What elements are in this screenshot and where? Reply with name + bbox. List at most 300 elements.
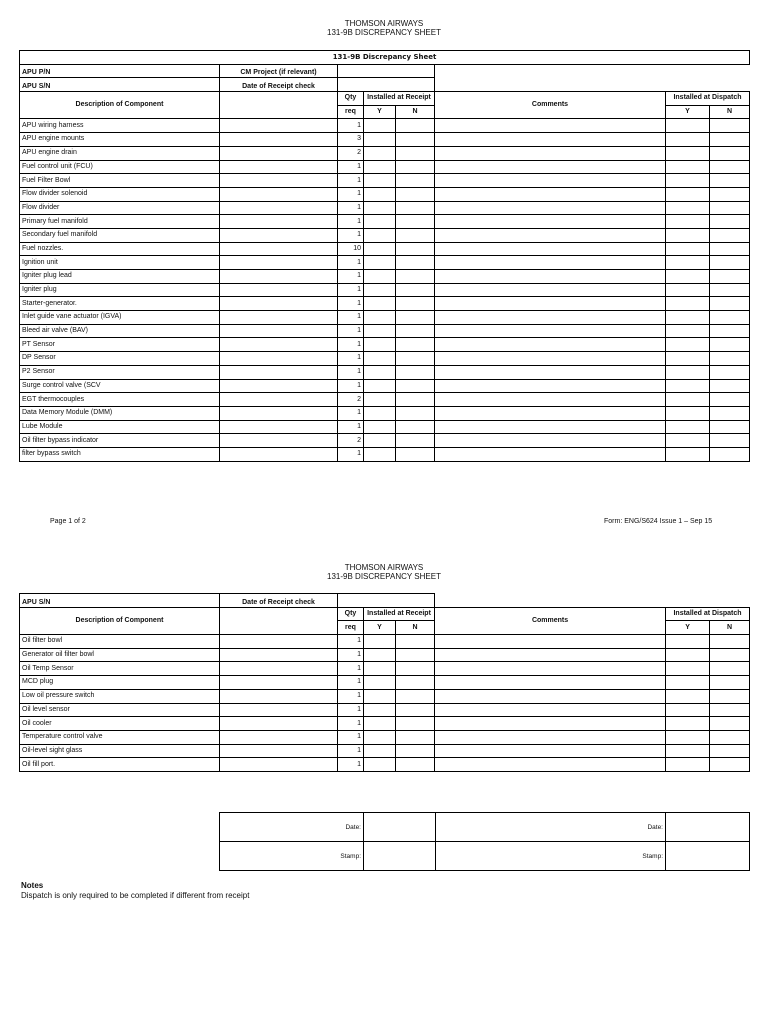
dispatch-no-cell[interactable] (710, 393, 750, 407)
table-row (20, 689, 750, 703)
comments-cell[interactable] (435, 133, 666, 147)
component-extra-cell[interactable] (220, 447, 338, 461)
receipt-yes-cell[interactable] (364, 146, 396, 160)
dispatch-no-cell[interactable] (710, 146, 750, 160)
receipt-yes-cell[interactable] (364, 215, 396, 229)
component-extra-cell[interactable] (220, 352, 338, 366)
receipt-no-cell[interactable] (396, 676, 435, 690)
col-description-header-p2: Description of Component (20, 607, 220, 634)
col-dispatch-y-header-p2: Y (666, 621, 710, 635)
receipt-check-field-p2[interactable] (338, 594, 435, 608)
dispatch-no-cell[interactable] (710, 283, 750, 297)
header-blank (435, 64, 750, 91)
comments-cell[interactable] (435, 201, 666, 215)
receipt-date-label: Date: (220, 813, 364, 842)
dispatch-no-cell[interactable] (710, 311, 750, 325)
dispatch-yes-cell[interactable] (666, 393, 710, 407)
comments-cell[interactable] (435, 324, 666, 338)
receipt-no-cell[interactable] (396, 215, 435, 229)
receipt-yes-cell[interactable] (364, 311, 396, 325)
component-extra-cell[interactable] (220, 324, 338, 338)
table-row (20, 434, 750, 448)
dispatch-no-cell[interactable] (710, 730, 750, 744)
comments-cell[interactable] (435, 758, 666, 772)
table-row (20, 297, 750, 311)
receipt-no-cell[interactable] (396, 420, 435, 434)
col-receipt-n-header-p2: N (396, 621, 435, 635)
qty-required: 1 (338, 744, 364, 758)
dispatch-yes-cell[interactable] (666, 676, 710, 690)
receipt-no-cell[interactable] (396, 174, 435, 188)
dispatch-yes-cell[interactable] (666, 297, 710, 311)
dispatch-yes-cell[interactable] (666, 703, 710, 717)
dispatch-yes-cell[interactable] (666, 283, 710, 297)
component-extra-cell[interactable] (220, 270, 338, 284)
component-extra-cell[interactable] (220, 689, 338, 703)
comments-cell[interactable] (435, 393, 666, 407)
receipt-no-cell[interactable] (396, 324, 435, 338)
dispatch-yes-cell[interactable] (666, 744, 710, 758)
dispatch-no-cell[interactable] (710, 379, 750, 393)
receipt-no-cell[interactable] (396, 730, 435, 744)
dispatch-no-cell[interactable] (710, 242, 750, 256)
dispatch-no-cell[interactable] (710, 420, 750, 434)
col-comments-header: Comments (435, 92, 666, 119)
comments-cell[interactable] (435, 406, 666, 420)
qty-required: 1 (338, 758, 364, 772)
component-name: Primary fuel manifold (20, 215, 220, 229)
component-extra-cell[interactable] (220, 338, 338, 352)
table-row (20, 703, 750, 717)
dispatch-date-label: Date: (436, 813, 666, 842)
component-extra-cell[interactable] (220, 174, 338, 188)
dispatch-no-cell[interactable] (710, 215, 750, 229)
component-extra-cell[interactable] (220, 215, 338, 229)
receipt-yes-cell[interactable] (364, 256, 396, 270)
dispatch-yes-cell[interactable] (666, 160, 710, 174)
dispatch-date-field[interactable] (666, 813, 750, 842)
receipt-no-cell[interactable] (396, 270, 435, 284)
component-name: Data Memory Module (DMM) (20, 406, 220, 420)
comments-cell[interactable] (435, 365, 666, 379)
component-extra-cell[interactable] (220, 311, 338, 325)
component-name: APU wiring harness (20, 119, 220, 133)
comments-cell[interactable] (435, 338, 666, 352)
component-extra-cell[interactable] (220, 160, 338, 174)
dispatch-no-cell[interactable] (710, 434, 750, 448)
receipt-yes-cell[interactable] (364, 160, 396, 174)
comments-cell[interactable] (435, 119, 666, 133)
component-extra-cell[interactable] (220, 717, 338, 731)
receipt-yes-cell[interactable] (364, 648, 396, 662)
component-name: Oil level sensor (20, 703, 220, 717)
qty-required: 1 (338, 297, 364, 311)
dispatch-yes-cell[interactable] (666, 406, 710, 420)
receipt-no-cell[interactable] (396, 228, 435, 242)
comments-cell[interactable] (435, 174, 666, 188)
dispatch-no-cell[interactable] (710, 160, 750, 174)
col-description-header: Description of Component (20, 92, 220, 119)
comments-cell[interactable] (435, 744, 666, 758)
component-extra-cell[interactable] (220, 662, 338, 676)
receipt-no-cell[interactable] (396, 201, 435, 215)
comments-cell[interactable] (435, 297, 666, 311)
receipt-no-cell[interactable] (396, 434, 435, 448)
receipt-yes-cell[interactable] (364, 434, 396, 448)
qty-required: 1 (338, 379, 364, 393)
signoff-table (219, 812, 750, 871)
dispatch-no-cell[interactable] (710, 635, 750, 649)
qty-required: 1 (338, 420, 364, 434)
qty-required: 1 (338, 406, 364, 420)
discrepancy-table-page1 (19, 50, 750, 462)
component-extra-cell[interactable] (220, 228, 338, 242)
dispatch-no-cell[interactable] (710, 119, 750, 133)
receipt-no-cell[interactable] (396, 744, 435, 758)
dispatch-yes-cell[interactable] (666, 174, 710, 188)
component-name: Oil Temp Sensor (20, 662, 220, 676)
component-extra-cell[interactable] (220, 730, 338, 744)
dispatch-no-cell[interactable] (710, 338, 750, 352)
component-name: Flow divider solenoid (20, 187, 220, 201)
dispatch-yes-cell[interactable] (666, 311, 710, 325)
dispatch-no-cell[interactable] (710, 662, 750, 676)
receipt-yes-cell[interactable] (364, 174, 396, 188)
qty-required: 1 (338, 703, 364, 717)
receipt-check-label-p2: Date of Receipt check (220, 594, 338, 608)
receipt-yes-cell[interactable] (364, 730, 396, 744)
apu-sn-label-p2: APU S/N (20, 594, 220, 608)
header-blank-p2 (435, 594, 750, 608)
comments-cell[interactable] (435, 676, 666, 690)
notes-section (21, 881, 249, 901)
dispatch-yes-cell[interactable] (666, 270, 710, 284)
dispatch-yes-cell[interactable] (666, 758, 710, 772)
dispatch-yes-cell[interactable] (666, 324, 710, 338)
receipt-no-cell[interactable] (396, 393, 435, 407)
dispatch-stamp-label: Stamp: (436, 842, 666, 871)
receipt-no-cell[interactable] (396, 256, 435, 270)
comments-cell[interactable] (435, 635, 666, 649)
dispatch-no-cell[interactable] (710, 447, 750, 461)
table-row (20, 201, 750, 215)
receipt-yes-cell[interactable] (364, 744, 396, 758)
dispatch-yes-cell[interactable] (666, 228, 710, 242)
table-row (20, 242, 750, 256)
dispatch-no-cell[interactable] (710, 406, 750, 420)
receipt-check-field[interactable] (338, 78, 435, 92)
table-row (20, 187, 750, 201)
qty-required: 1 (338, 717, 364, 731)
dispatch-yes-cell[interactable] (666, 119, 710, 133)
dispatch-yes-cell[interactable] (666, 256, 710, 270)
component-name: Fuel control unit (FCU) (20, 160, 220, 174)
qty-required: 1 (338, 174, 364, 188)
component-extra-cell[interactable] (220, 283, 338, 297)
receipt-yes-cell[interactable] (364, 635, 396, 649)
dispatch-no-cell[interactable] (710, 201, 750, 215)
component-extra-cell[interactable] (220, 242, 338, 256)
qty-required: 1 (338, 352, 364, 366)
table-row (20, 311, 750, 325)
col-qty-header: Qty (338, 92, 364, 106)
comments-cell[interactable] (435, 730, 666, 744)
dispatch-no-cell[interactable] (710, 297, 750, 311)
comments-cell[interactable] (435, 447, 666, 461)
table-row (20, 758, 750, 772)
sheet-title: 131-9B Discrepancy Sheet (20, 51, 750, 65)
qty-required: 1 (338, 730, 364, 744)
dispatch-no-cell[interactable] (710, 717, 750, 731)
receipt-yes-cell[interactable] (364, 365, 396, 379)
dispatch-no-cell[interactable] (710, 648, 750, 662)
dispatch-no-cell[interactable] (710, 270, 750, 284)
receipt-yes-cell[interactable] (364, 133, 396, 147)
receipt-no-cell[interactable] (396, 758, 435, 772)
receipt-no-cell[interactable] (396, 242, 435, 256)
table-row (20, 406, 750, 420)
dispatch-yes-cell[interactable] (666, 434, 710, 448)
col-dispatch-n-header: N (710, 105, 750, 119)
receipt-no-cell[interactable] (396, 119, 435, 133)
dispatch-yes-cell[interactable] (666, 242, 710, 256)
dispatch-no-cell[interactable] (710, 174, 750, 188)
col-qty-header-p2: Qty (338, 607, 364, 621)
dispatch-yes-cell[interactable] (666, 146, 710, 160)
comments-cell[interactable] (435, 311, 666, 325)
comments-cell[interactable] (435, 717, 666, 731)
comments-cell[interactable] (435, 434, 666, 448)
receipt-yes-cell[interactable] (364, 338, 396, 352)
dispatch-yes-cell[interactable] (666, 730, 710, 744)
component-extra-cell[interactable] (220, 635, 338, 649)
receipt-no-cell[interactable] (396, 406, 435, 420)
comments-cell[interactable] (435, 146, 666, 160)
dispatch-yes-cell[interactable] (666, 689, 710, 703)
receipt-yes-cell[interactable] (364, 447, 396, 461)
table-row (20, 393, 750, 407)
receipt-no-cell[interactable] (396, 352, 435, 366)
dispatch-no-cell[interactable] (710, 744, 750, 758)
receipt-no-cell[interactable] (396, 146, 435, 160)
dispatch-yes-cell[interactable] (666, 352, 710, 366)
comments-cell[interactable] (435, 160, 666, 174)
receipt-yes-cell[interactable] (364, 393, 396, 407)
dispatch-yes-cell[interactable] (666, 338, 710, 352)
receipt-yes-cell[interactable] (364, 201, 396, 215)
component-extra-cell[interactable] (220, 648, 338, 662)
component-extra-cell[interactable] (220, 379, 338, 393)
comments-cell[interactable] (435, 352, 666, 366)
dispatch-no-cell[interactable] (710, 758, 750, 772)
component-name: Oil filter bypass indicator (20, 434, 220, 448)
component-extra-cell[interactable] (220, 133, 338, 147)
receipt-no-cell[interactable] (396, 703, 435, 717)
receipt-date-field[interactable] (364, 813, 436, 842)
comments-cell[interactable] (435, 420, 666, 434)
component-extra-cell[interactable] (220, 758, 338, 772)
receipt-yes-cell[interactable] (364, 297, 396, 311)
dispatch-yes-cell[interactable] (666, 420, 710, 434)
comments-cell[interactable] (435, 283, 666, 297)
notes-title: Notes (21, 881, 44, 890)
dispatch-stamp-field[interactable] (666, 842, 750, 871)
receipt-yes-cell[interactable] (364, 703, 396, 717)
qty-required: 1 (338, 201, 364, 215)
component-extra-cell[interactable] (220, 703, 338, 717)
dispatch-no-cell[interactable] (710, 703, 750, 717)
qty-required: 10 (338, 242, 364, 256)
receipt-yes-cell[interactable] (364, 758, 396, 772)
component-name: Oil cooler (20, 717, 220, 731)
receipt-yes-cell[interactable] (364, 717, 396, 731)
dispatch-yes-cell[interactable] (666, 662, 710, 676)
table-row (20, 676, 750, 690)
receipt-no-cell[interactable] (396, 648, 435, 662)
receipt-no-cell[interactable] (396, 160, 435, 174)
dispatch-yes-cell[interactable] (666, 717, 710, 731)
component-extra-cell[interactable] (220, 297, 338, 311)
comments-cell[interactable] (435, 662, 666, 676)
dispatch-no-cell[interactable] (710, 676, 750, 690)
comments-cell[interactable] (435, 379, 666, 393)
comments-cell[interactable] (435, 242, 666, 256)
component-extra-cell[interactable] (220, 187, 338, 201)
comments-cell[interactable] (435, 256, 666, 270)
component-extra-cell[interactable] (220, 393, 338, 407)
comments-cell[interactable] (435, 689, 666, 703)
page-number: Page 1 of 2 (50, 518, 86, 525)
col-comments-header-p2: Comments (435, 607, 666, 634)
component-extra-cell[interactable] (220, 201, 338, 215)
receipt-no-cell[interactable] (396, 379, 435, 393)
dispatch-no-cell[interactable] (710, 352, 750, 366)
component-extra-cell[interactable] (220, 676, 338, 690)
qty-required: 1 (338, 689, 364, 703)
receipt-no-cell[interactable] (396, 365, 435, 379)
component-name: Bleed air valve (BAV) (20, 324, 220, 338)
receipt-yes-cell[interactable] (364, 324, 396, 338)
dispatch-yes-cell[interactable] (666, 379, 710, 393)
table-row (20, 146, 750, 160)
qty-required: 1 (338, 119, 364, 133)
receipt-yes-cell[interactable] (364, 689, 396, 703)
component-extra-cell[interactable] (220, 119, 338, 133)
component-name: filter bypass switch (20, 447, 220, 461)
receipt-no-cell[interactable] (396, 689, 435, 703)
cm-project-field[interactable] (338, 64, 435, 78)
receipt-yes-cell[interactable] (364, 420, 396, 434)
dispatch-no-cell[interactable] (710, 133, 750, 147)
comments-cell[interactable] (435, 215, 666, 229)
comments-cell[interactable] (435, 703, 666, 717)
dispatch-no-cell[interactable] (710, 689, 750, 703)
qty-required: 1 (338, 648, 364, 662)
table-row (20, 744, 750, 758)
component-extra-cell[interactable] (220, 434, 338, 448)
col-dispatch-n-header-p2: N (710, 621, 750, 635)
component-extra-cell[interactable] (220, 744, 338, 758)
dispatch-yes-cell[interactable] (666, 133, 710, 147)
receipt-no-cell[interactable] (396, 635, 435, 649)
receipt-yes-cell[interactable] (364, 119, 396, 133)
component-name: Temperature control valve (20, 730, 220, 744)
comments-cell[interactable] (435, 187, 666, 201)
company-name: THOMSON AIRWAYS (344, 19, 424, 28)
table-row (20, 352, 750, 366)
receipt-no-cell[interactable] (396, 187, 435, 201)
component-name: Igniter plug lead (20, 270, 220, 284)
receipt-no-cell[interactable] (396, 283, 435, 297)
component-name: Secondary fuel manifold (20, 228, 220, 242)
receipt-yes-cell[interactable] (364, 662, 396, 676)
dispatch-no-cell[interactable] (710, 187, 750, 201)
comments-cell[interactable] (435, 228, 666, 242)
receipt-yes-cell[interactable] (364, 406, 396, 420)
table-row (20, 662, 750, 676)
receipt-no-cell[interactable] (396, 311, 435, 325)
qty-required: 1 (338, 215, 364, 229)
dispatch-yes-cell[interactable] (666, 215, 710, 229)
dispatch-no-cell[interactable] (710, 365, 750, 379)
receipt-no-cell[interactable] (396, 447, 435, 461)
receipt-no-cell[interactable] (396, 662, 435, 676)
receipt-yes-cell[interactable] (364, 270, 396, 284)
component-name: APU engine mounts (20, 133, 220, 147)
receipt-yes-cell[interactable] (364, 676, 396, 690)
comments-cell[interactable] (435, 270, 666, 284)
component-name: Oil-level sight glass (20, 744, 220, 758)
dispatch-yes-cell[interactable] (666, 447, 710, 461)
receipt-stamp-field[interactable] (364, 842, 436, 871)
receipt-no-cell[interactable] (396, 297, 435, 311)
dispatch-yes-cell[interactable] (666, 635, 710, 649)
qty-required: 2 (338, 393, 364, 407)
component-name: Low oil pressure switch (20, 689, 220, 703)
col-blank-header-p2 (220, 607, 338, 634)
receipt-yes-cell[interactable] (364, 228, 396, 242)
component-extra-cell[interactable] (220, 406, 338, 420)
qty-required: 1 (338, 338, 364, 352)
receipt-yes-cell[interactable] (364, 283, 396, 297)
receipt-yes-cell[interactable] (364, 379, 396, 393)
comments-cell[interactable] (435, 648, 666, 662)
component-extra-cell[interactable] (220, 256, 338, 270)
table-row (20, 256, 750, 270)
receipt-no-cell[interactable] (396, 338, 435, 352)
dispatch-no-cell[interactable] (710, 324, 750, 338)
receipt-no-cell[interactable] (396, 717, 435, 731)
receipt-yes-cell[interactable] (364, 242, 396, 256)
dispatch-yes-cell[interactable] (666, 365, 710, 379)
dispatch-yes-cell[interactable] (666, 201, 710, 215)
dispatch-yes-cell[interactable] (666, 648, 710, 662)
receipt-no-cell[interactable] (396, 133, 435, 147)
qty-required: 1 (338, 187, 364, 201)
component-extra-cell[interactable] (220, 420, 338, 434)
receipt-yes-cell[interactable] (364, 352, 396, 366)
component-extra-cell[interactable] (220, 365, 338, 379)
dispatch-no-cell[interactable] (710, 228, 750, 242)
component-extra-cell[interactable] (220, 146, 338, 160)
dispatch-no-cell[interactable] (710, 256, 750, 270)
component-name: Generator oil filter bowl (20, 648, 220, 662)
qty-required: 1 (338, 365, 364, 379)
dispatch-yes-cell[interactable] (666, 187, 710, 201)
table-row (20, 119, 750, 133)
receipt-yes-cell[interactable] (364, 187, 396, 201)
table-row (20, 730, 750, 744)
